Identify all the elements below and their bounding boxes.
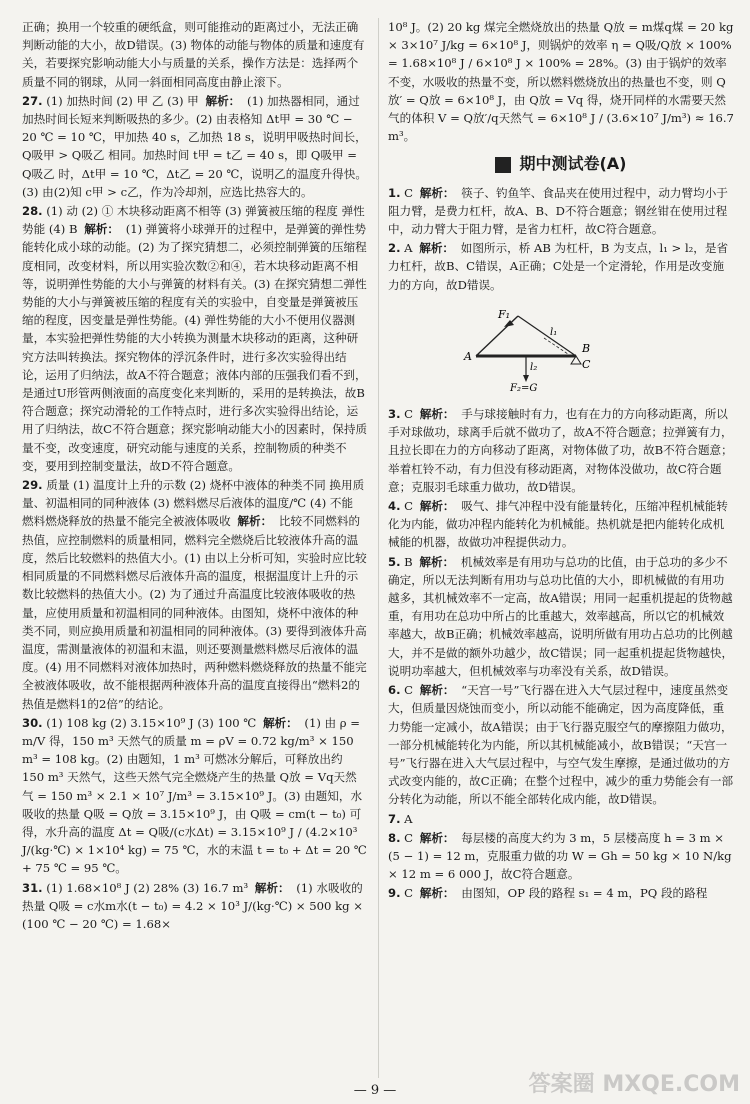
answer-text: C: [404, 499, 414, 514]
answer-text: 质量 (1) 温度计上升的示数 (2) 烧杯中液体的种类不同 换用质量、初温相同的同种液体 (3) 燃料燃尽后液体的温度/℃ (4) 不能 燃料燃烧释放的热量不能完全被液体吸收: [22, 478, 365, 529]
analysis-label: 解析：: [419, 830, 455, 845]
question-28: [22, 202, 368, 475]
analysis-text: 筷子、钓鱼竿、食品夹在使用过程中，动力臂均小于阻力臂，是费力杠杆，故A、B、D不符合题意；钢丝钳在使用过程中，动力臂大于阻力臂，是省力杠杆，故C符合题意。: [388, 185, 728, 237]
answer-text: (1) 加热时间 (2) 甲 乙 (3) 甲: [46, 93, 199, 108]
question-29: [22, 476, 368, 713]
question-30: [22, 714, 368, 878]
answer-text: (1) 108 kg (2) 3.15×10⁹ J (3) 100 ℃: [46, 715, 257, 730]
answer-text: (1) 动 (2) ① 木块移动距离不相等 (3) 弹簧被压缩的程度 弹性势能 (4) B: [22, 204, 365, 237]
analysis-text: “天宫一号”飞行器在进入大气层过程中，速度虽然变大，但质量因烧蚀而变小，所以动能不能确定，因为高度降低，重力势能一定减小，故A错误；由于飞行器克服空气的摩擦阻力做功，一部分机械能转化为内能，所以其机械能减小，故B错误；“天宫一号”飞行器在进入大气层过程中，与空气发生摩擦，是通过做功的方式改变内能的，故C正确；在整个过程中，减少的重力势能会有一部分转化为动能，所以不能全部转化成内能，故D错误。: [388, 683, 734, 807]
question-number: 6.: [388, 683, 401, 698]
page: [22, 18, 734, 1078]
label-b: B: [582, 341, 591, 355]
question-number: 28.: [22, 204, 43, 219]
watermark-logo: 答案圈 MXQE.COM: [528, 1072, 740, 1097]
label-f1: F₁: [498, 307, 511, 321]
analysis-text: 机械效率是有用功与总功的比值，由于总功的多少不确定，所以无法判断有用功与总功比值的大小，即机械做的有用功越多，其机械效率不一定高，故A错误；用同一起重机提起的货物越重，有用功在总功中所占的比重越大，效率越高，所以它的机械效率越大，故B正确；机械效率越高，说明所做有用功占总功的比例越大，并不是做的额外功越少，故C错误；同一起重机提起货物越快，说明功率越大，但机械效率与功率没有关系，故D错误。: [388, 554, 734, 678]
question-1: [388, 184, 734, 239]
analysis-label: 解析：: [205, 93, 241, 108]
label-c: C: [582, 357, 591, 371]
analysis-label: 解析：: [84, 222, 119, 237]
question-number: 29.: [22, 478, 43, 493]
answer-text: C: [404, 185, 414, 200]
label-l1: l₁: [550, 326, 558, 338]
analysis-label: 解析：: [419, 554, 455, 569]
right-column: [378, 18, 734, 1078]
section-title: [388, 155, 734, 173]
answer-text: C: [404, 407, 414, 422]
question-number: 30.: [22, 715, 43, 730]
answer-text: C: [404, 830, 414, 845]
analysis-text: 每层楼的高度大约为 3 m，5 层楼高度 h = 3 m × (5 − 1) = 12 m，克服重力做的功 W = Gh = 50 kg × 10 N/kg × 12 m = 6 000 J，故C符合题意。: [388, 830, 732, 882]
question-31-continued: 10⁸ J。(2) 20 kg 煤完全燃烧放出的热量 Q放 = m煤q煤 = 20 kg × 3×10⁷ J/kg = 6×10⁸ J，则锅炉的效率 η = Q吸/Q放 × 100% = 1.68×10⁸ J / 6×10⁸ J × 100% = 28%。(3) 由于锅炉的效率不变，水吸收的热量不变，所以燃料燃烧放出的热量也不变，则 Q放′ = Q放 = 6×10⁸ J，由 Q放 = Vq 得，烧开同样的水需要天然气的体积 V = Q放′/q天然气 = 6×10⁸ J / (3.6×10⁷ J/m³) ≈ 16.7 m³。: [388, 20, 734, 144]
question-number: 7.: [388, 811, 401, 826]
analysis-label: 解析：: [419, 683, 455, 698]
page-number: — 9 —: [353, 1083, 397, 1098]
section-marker-icon: [495, 157, 511, 173]
analysis-text: (1) 弹簧将小球弹开的过程中，是弹簧的弹性势能转化成小球的动能。(2) 为了探究猜想二，必须控制弹簧的压缩程度相同，改变材料，所以用实验次数②和④，若木块移动距离不相等，说明弹性势能的大小与弹簧的材料有关。(3) 在探究猜想二弹性势能的大小与弹簧被压缩的程度有关的实验中，自变量是弹簧被压缩的程度，因变量是弹性势能。(4) 弹性势能的大小不便用仪器测量，本实验把弹性势能的大小转换为测量木块移动的距离，这种研究方法叫转换法。探究物体的浮沉条件时，进行多次实验得出结论，运用了归纳法，故A不符合题意；液体内部的压强我们看不到，是通过U形管两侧液面的高度变化来判断的，采用的是转换法，故B符合题意；探究动滑轮的工作特点时，进行多次实验得出结论，运用了归纳法，故C不符合题意；探究影响动能大小的因素时，保持质量不变，改变速度，研究动能与速度的关系，控制物质的种类不变，要用到控制变量法，故D不符合题意。: [22, 222, 368, 473]
analysis-text: (1) 由 ρ = m/V 得，150 m³ 天然气的质量 m = ρV = 0.72 kg/m³ × 150 m³ = 108 kg。(2) 由题知，1 m³ 可燃冰分解后，可释放出约 150 m³ 天然气，这些天然气完全燃烧产生的热量 Q放 = Vq天然气 = 150 m³ × 2.1 × 10⁷ J/m³ = 3.15×10⁹ J。(3) 由题知，水吸收的热量 Q吸 = Q放 = 3.15×10⁹ J，由 Q吸 = cm(t − t₀) 可得，水升高的温度 Δt = Q吸/(c水Δt) = 3.15×10⁹ J / (4.2×10³ J/(kg·℃) × 1×10⁴ kg) = 75 ℃，水的末温 t = t₀ + Δt = 20 ℃ + 75 ℃ = 95 ℃。: [22, 715, 367, 876]
analysis-label: 解析：: [419, 241, 455, 256]
question-5: [388, 553, 734, 680]
analysis-label: 解析：: [419, 185, 455, 200]
analysis-text: (1) 水吸收的热量 Q吸 = c水m水(t − t₀) = 4.2 × 10³ J/(kg·℃) × 500 kg × (100 ℃ − 20 ℃) = 1.68×: [22, 880, 363, 931]
question-2: [388, 239, 734, 294]
answer-text: C: [404, 886, 414, 901]
question-31: [22, 879, 368, 934]
answer-text: A: [404, 241, 413, 256]
question-number: 2.: [388, 241, 401, 256]
question-9: [388, 884, 734, 902]
lever-bridge-figure: [458, 300, 734, 397]
question-number: 1.: [388, 185, 401, 200]
question-number: 4.: [388, 499, 401, 514]
rope-line: [476, 316, 518, 356]
analysis-text: 吸气、排气冲程中没有能量转化，压缩冲程机械能转化为内能，做功冲程内能转化为机械能。热机就是把内能转化成机械能的机器，故做功冲程提供动力。: [388, 499, 728, 550]
question-7: [388, 810, 734, 828]
arm-l1-line: [544, 338, 568, 354]
answer-text: C: [404, 683, 414, 698]
analysis-label: 解析：: [237, 514, 273, 529]
analysis-text: (1) 加热器相同，通过加热时间长短来判断吸热的多少。(2) 由表格知 Δt甲 = 30 ℃ − 20 ℃ = 10 ℃，甲加热 40 s，乙加热 18 s，说明甲吸热时间长，Q吸甲 > Q吸乙 相同。加热时间 t甲 = t乙 = 40 s，即 Q吸甲 = Q吸乙 时，Δt甲 = 10 ℃，Δt乙 = 20 ℃，说明乙的温度升得快。(3) 由(2)知 c甲 > c乙，作为冷却剂，应选比热容大的。: [22, 93, 367, 199]
analysis-label: 解析：: [419, 499, 455, 514]
question-27: [22, 92, 368, 201]
section-title-text: 期中测试卷(A): [519, 154, 627, 174]
analysis-text: 手与球接触时有力，也有在力的方向移动距离，所以手对球做功，球离手后就不做功了，故A不符合题意；拉弹簧有力，且拉长即在力的方向移动了距离，对物体做了功，故B不符合题意；举着杠铃不动，有力但没有移动距离，对物体没做功，故C符合题意；克服羽毛球重力做功，故D错误。: [388, 407, 733, 494]
analysis-label: 解析：: [262, 715, 298, 730]
analysis-label: 解析：: [419, 407, 455, 422]
question-6: [388, 681, 734, 808]
analysis-text: 如图所示，桥 AB 为杠杆，B 为支点，l₁ > l₂，是省力杠杆，故B、C错误，A正确；C处是一个定滑轮，作用是改变施力的方向，故D错误。: [388, 241, 729, 292]
answer-text: B: [404, 554, 413, 569]
question-number: 8.: [388, 830, 401, 845]
analysis-label: 解析：: [419, 886, 455, 901]
question-number: 9.: [388, 886, 401, 901]
question-8: [388, 829, 734, 884]
question-4: [388, 497, 734, 552]
answer-text: A: [404, 811, 413, 826]
question-number: 27.: [22, 93, 43, 108]
label-f2-g: F₂=G: [510, 382, 538, 392]
gravity-arrow-head: [523, 375, 529, 382]
lever-bridge-diagram: [458, 300, 618, 392]
intro-paragraph: 正确；换用一个较重的硬纸盒，则可能推动的距离过小，无法正确判断动能的大小，故D错误。(3) 物体的动能与物体的质量和速度有关，若要探究影响动能大小与质量的关系，操作方法是：选择两个质量不同的钢球，从同一斜面相同高度由静止滚下。: [22, 20, 365, 89]
answer-text: (1) 1.68×10⁸ J (2) 28% (3) 16.7 m³: [46, 880, 249, 895]
label-a: A: [464, 349, 472, 363]
analysis-text: 由图知，OP 段的路程 s₁ = 4 m，PQ 段的路程: [461, 886, 708, 901]
left-column: [22, 18, 368, 1078]
question-3: [388, 405, 734, 496]
analysis-text: 比较不同燃料的热值，应控制燃料的质量相同，燃料完全燃烧后比较液体升高的温度，然后比较燃料的热值大小。(1) 由以上分析可知，实验时应比较相同质量的不同燃料燃尽后液体升高的温度，根据温度计上升的示数比较燃料的热值大小。(2) 为了通过升高温度比较液体吸收的热量，应使用质量和初温相同的同种液体。由图知，烧杯中液体的种类不同，则应换用质量和初温相同的同种液体。(3) 要得到液体升高温度，需测量液体的初温和末温，则还要测量燃料燃尽后液体的温度。(4) 用不同燃料对液体加热时，两种燃料燃烧释放的热量不能完全被液体吸收，故不能根据两种液体升高的温度直接得出“燃料2的热值是燃料1的2倍”的结论。: [22, 514, 367, 711]
analysis-label: 解析：: [254, 880, 290, 895]
support-line: [518, 316, 576, 356]
question-number: 31.: [22, 880, 43, 895]
question-number: 3.: [388, 407, 401, 422]
label-l2: l₂: [530, 361, 538, 373]
question-number: 5.: [388, 554, 401, 569]
